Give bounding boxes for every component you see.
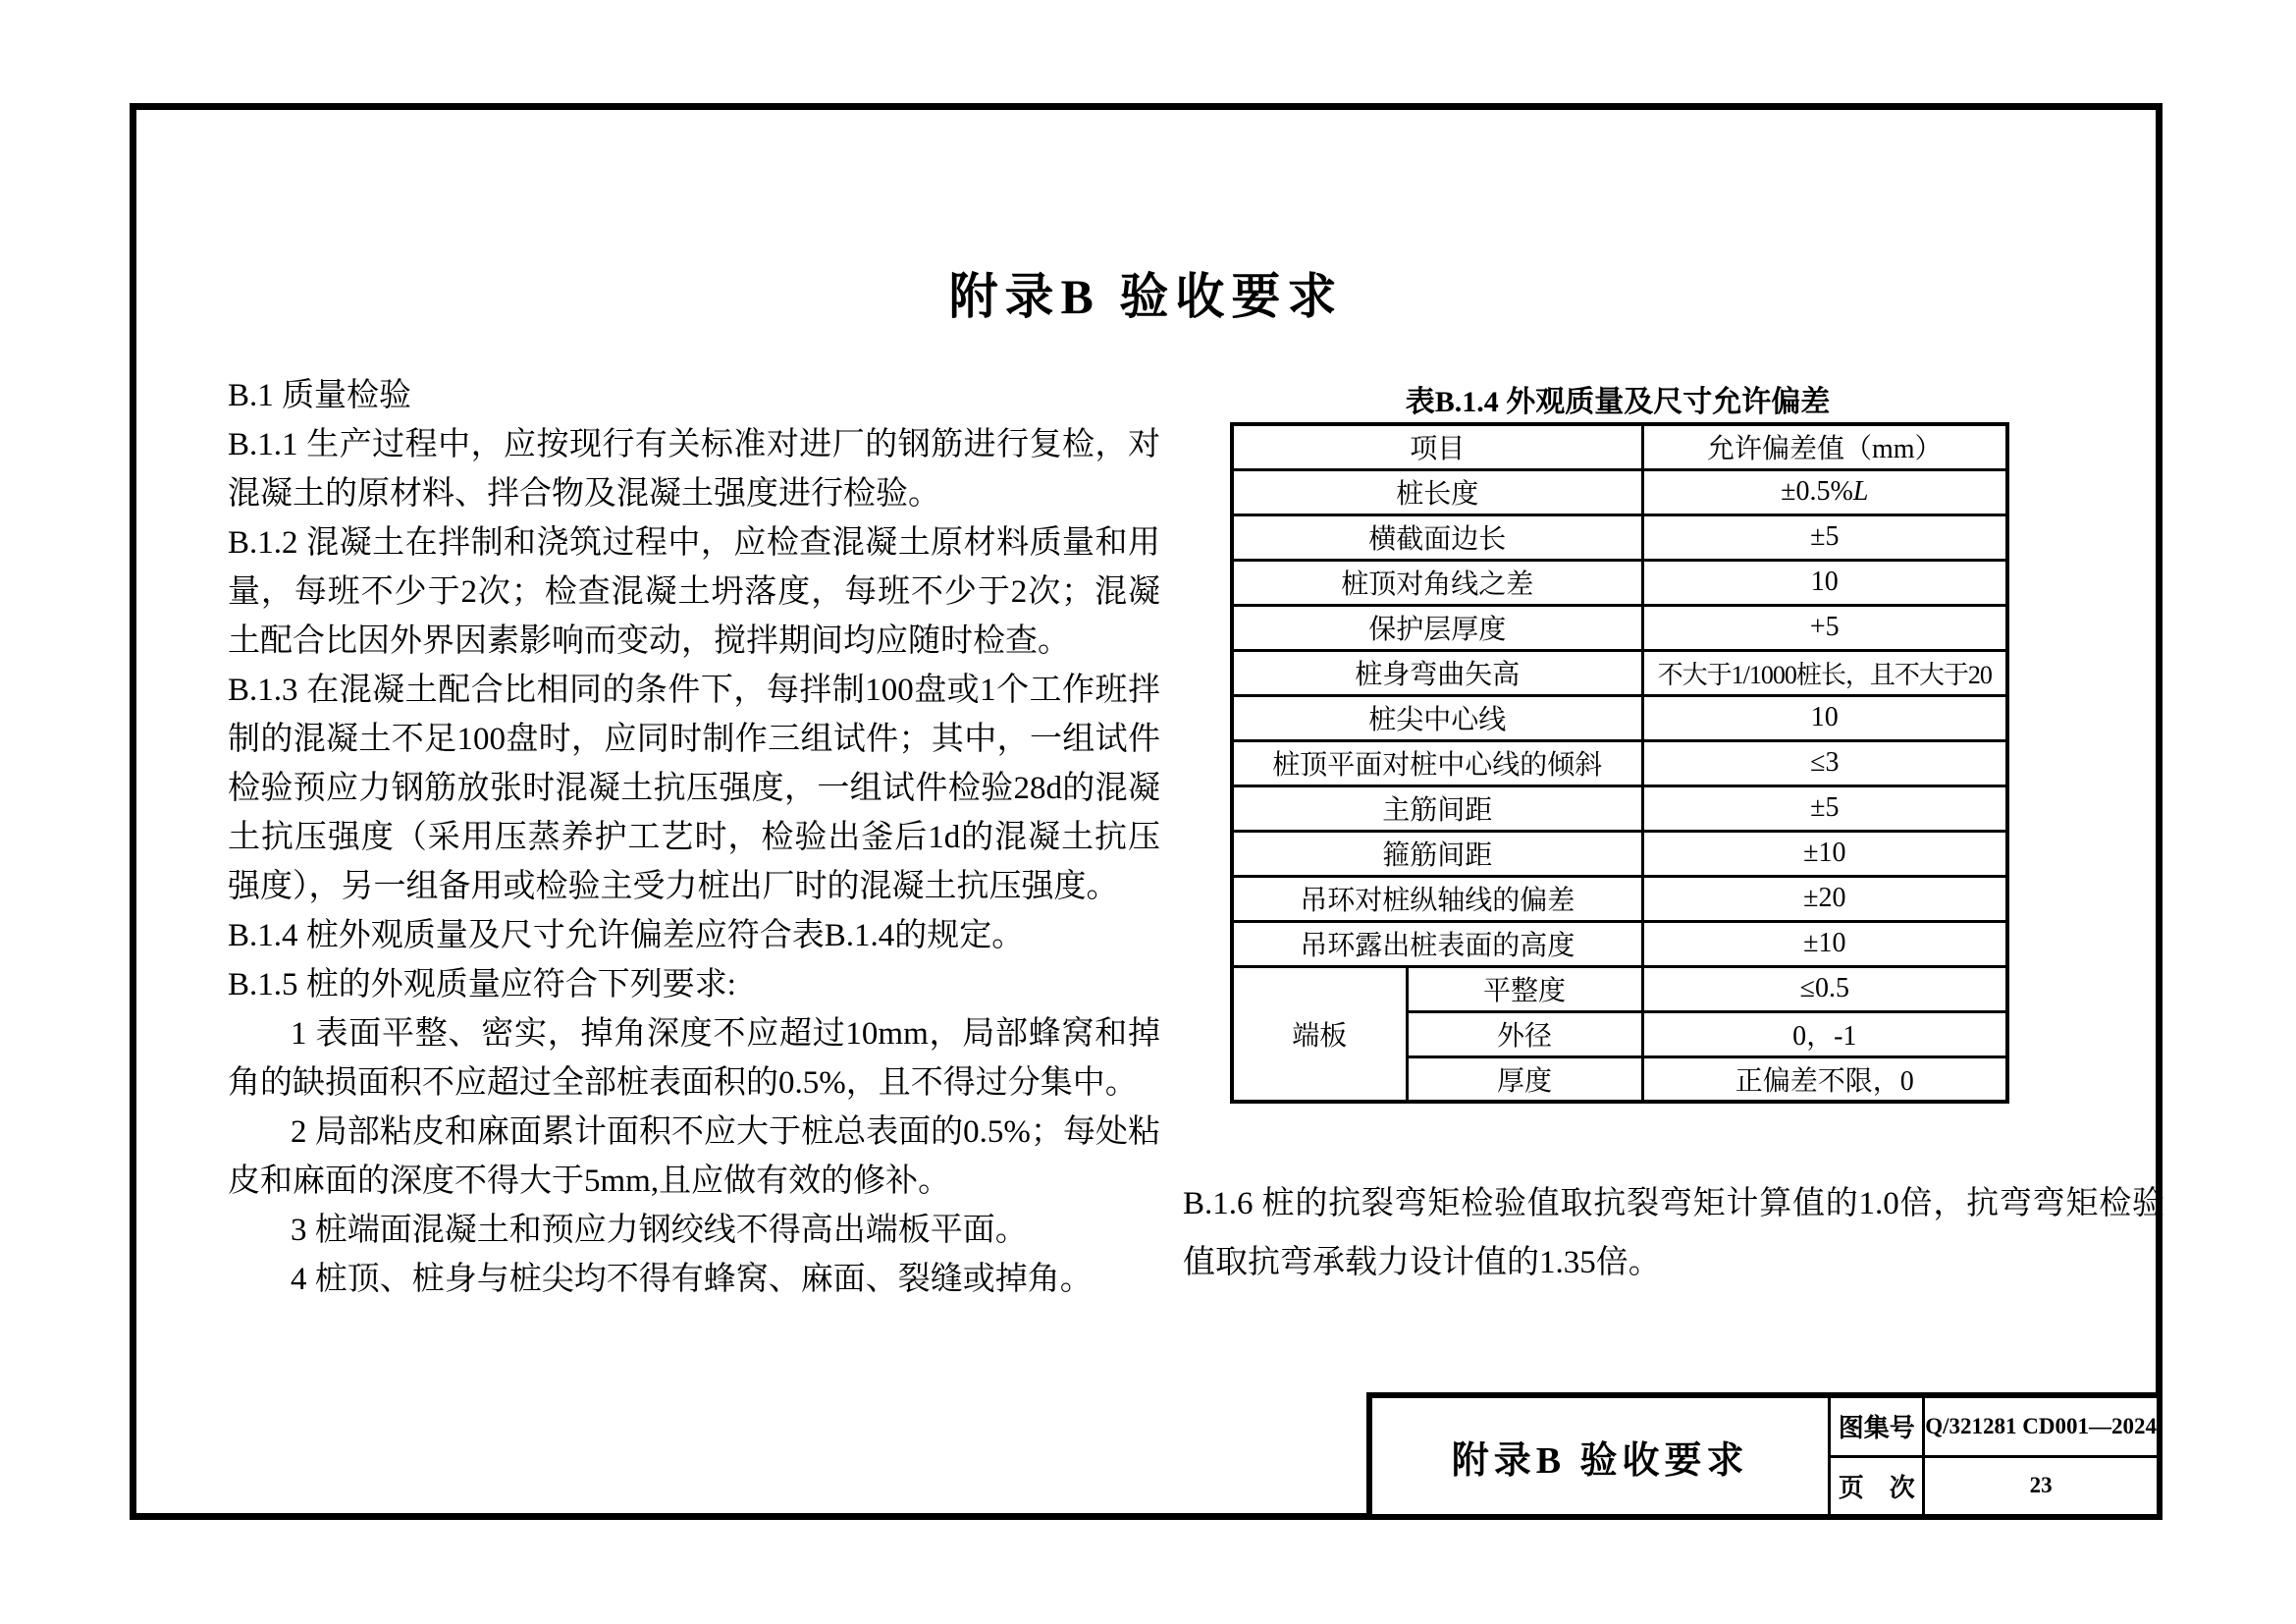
table-row: [1232, 560, 2007, 605]
table-row-endplate: [1232, 966, 2007, 1011]
clause-b1-4: B.1.4 桩外观质量及尺寸允许偏差应符合表B.1.4的规定。: [228, 918, 1025, 953]
table-header-row: [1232, 424, 2007, 469]
table-cell-item: 吊环对桩纵轴线的偏差: [1232, 876, 1642, 921]
table-row: [1232, 876, 2007, 921]
clause-b1-5-item-1: 1 表面平整、密实，掉角深度不应超过10mm，局部蜂窝和掉角的缺损面积不应超过全部桩表面积的0.5%，且不得过分集中。: [228, 1016, 1160, 1101]
table-cell-value: 10: [1642, 695, 2007, 740]
section-heading-b1: B.1 质量检验: [228, 378, 412, 413]
page-title: 附录B 验收要求: [948, 269, 1344, 324]
table-cell-value: [1642, 469, 2007, 514]
clause-b1-1: B.1.1 生产过程中，应按现行有关标准对进厂的钢筋进行复检，对混凝土的原材料、拌合物及混凝土强度进行检验。: [228, 427, 1160, 512]
table-cell-value: ≤3: [1642, 740, 2007, 785]
atlas-number-value: Q/321281 CD001—2024: [1925, 1413, 2157, 1438]
table-cell-item: 桩长度: [1232, 469, 1642, 514]
table-header-value: 允许偏差值（mm）: [1642, 424, 2007, 469]
table-cell-value: ≤0.5: [1642, 966, 2007, 1011]
clause-b1-5: B.1.5 桩的外观质量应符合下列要求:: [228, 967, 736, 1002]
table-cell-item: 保护层厚度: [1232, 605, 1642, 650]
table-cell-value: 不大于1/1000桩长，且不大于20: [1642, 650, 2007, 695]
body-text-column: [228, 371, 1160, 1304]
page-number-label: 页 次: [1831, 1458, 1925, 1515]
atlas-number-label: 图集号: [1831, 1398, 1925, 1455]
table-cell-value: ±10: [1642, 831, 2007, 876]
table-cell-value: 正偏差不限，0: [1642, 1056, 2007, 1102]
table-cell-subitem: 厚度: [1407, 1056, 1642, 1102]
table-row: [1232, 605, 2007, 650]
table-cell-item: 桩身弯曲矢高: [1232, 650, 1642, 695]
table-row: [1232, 785, 2007, 831]
italic-length-symbol: L: [1852, 476, 1869, 507]
page-number-value: 23: [2029, 1473, 2053, 1498]
table-cell-subitem: 平整度: [1407, 966, 1642, 1011]
table-cell-value: ±5: [1642, 514, 2007, 560]
table-cell-item: 桩尖中心线: [1232, 695, 1642, 740]
table-cell-value: ±10: [1642, 921, 2007, 966]
table-cell-value: 10: [1642, 560, 2007, 605]
table-cell-item: 主筋间距: [1232, 785, 1642, 831]
table-cell-item: 桩顶平面对桩中心线的倾斜: [1232, 740, 1642, 785]
clause-b1-2: B.1.2 混凝土在拌制和浇筑过程中，应检查混凝土原材料质量和用量，每班不少于2次；检查混凝土坍落度，每班不少于2次；混凝土配合比因外界因素影响而变动，搅拌期间均应随时检查。: [228, 525, 1160, 659]
atlas-number-row: [1831, 1398, 2157, 1458]
table-title: 表B.1.4 外观质量及尺寸允许偏差: [1405, 386, 1831, 418]
tolerance-value: ±0.5%: [1781, 476, 1853, 507]
title-block: [1366, 1392, 2163, 1520]
table-row: [1232, 921, 2007, 966]
table-cell-item: 吊环露出桩表面的高度: [1232, 921, 1642, 966]
table-cell-endplate-group: 端板: [1232, 966, 1407, 1102]
table-row: [1232, 831, 2007, 876]
table-row: [1232, 514, 2007, 560]
clause-b1-5-item-2: 2 局部粘皮和麻面累计面积不应大于桩总表面的0.5%；每处粘皮和麻面的深度不得大于5mm,且应做有效的修补。: [228, 1114, 1160, 1199]
table-cell-value: ±5: [1642, 785, 2007, 831]
table-cell-subitem: 外径: [1407, 1011, 1642, 1056]
table-cell-value: ±20: [1642, 876, 2007, 921]
table-row: [1232, 650, 2007, 695]
clause-b1-3: B.1.3 在混凝土配合比相同的条件下，每拌制100盘或1个工作班拌制的混凝土不足100盘时，应同时制作三组试件；其中，一组试件检验预应力钢筋放张时混凝土抗压强度，一组试件检验28d的混凝土抗压强度（采用压蒸养护工艺时，检验出釜后1d的混凝土抗压强度），另一组备用或检验主受力桩出厂时的混凝土抗压强度。: [228, 673, 1160, 904]
table-row: [1232, 740, 2007, 785]
table-row: [1232, 695, 2007, 740]
clause-b1-5-item-3: 3 桩端面混凝土和预应力钢绞线不得高出端板平面。: [291, 1213, 1028, 1248]
table-cell-item: 桩顶对角线之差: [1232, 560, 1642, 605]
table-cell-item: 横截面边长: [1232, 514, 1642, 560]
table-cell-value: +5: [1642, 605, 2007, 650]
table-header-item: 项目: [1232, 424, 1642, 469]
clause-b1-6: B.1.6 桩的抗裂弯矩检验值取抗裂弯矩计算值的1.0倍，抗弯弯矩检验值取抗弯承载力设计值的1.35倍。: [1183, 1186, 2164, 1280]
table-row: [1232, 469, 2007, 514]
table-cell-value: 0，-1: [1642, 1011, 2007, 1056]
title-block-appendix-title: 附录B 验收要求: [1372, 1398, 1831, 1514]
title-block-info: [1831, 1398, 2157, 1514]
page-number-row: [1831, 1458, 2157, 1515]
table-cell-item: 箍筋间距: [1232, 831, 1642, 876]
tolerance-table: [1230, 422, 2009, 1104]
clause-b1-5-item-4: 4 桩顶、桩身与桩尖均不得有蜂窝、麻面、裂缝或掉角。: [291, 1262, 1093, 1297]
